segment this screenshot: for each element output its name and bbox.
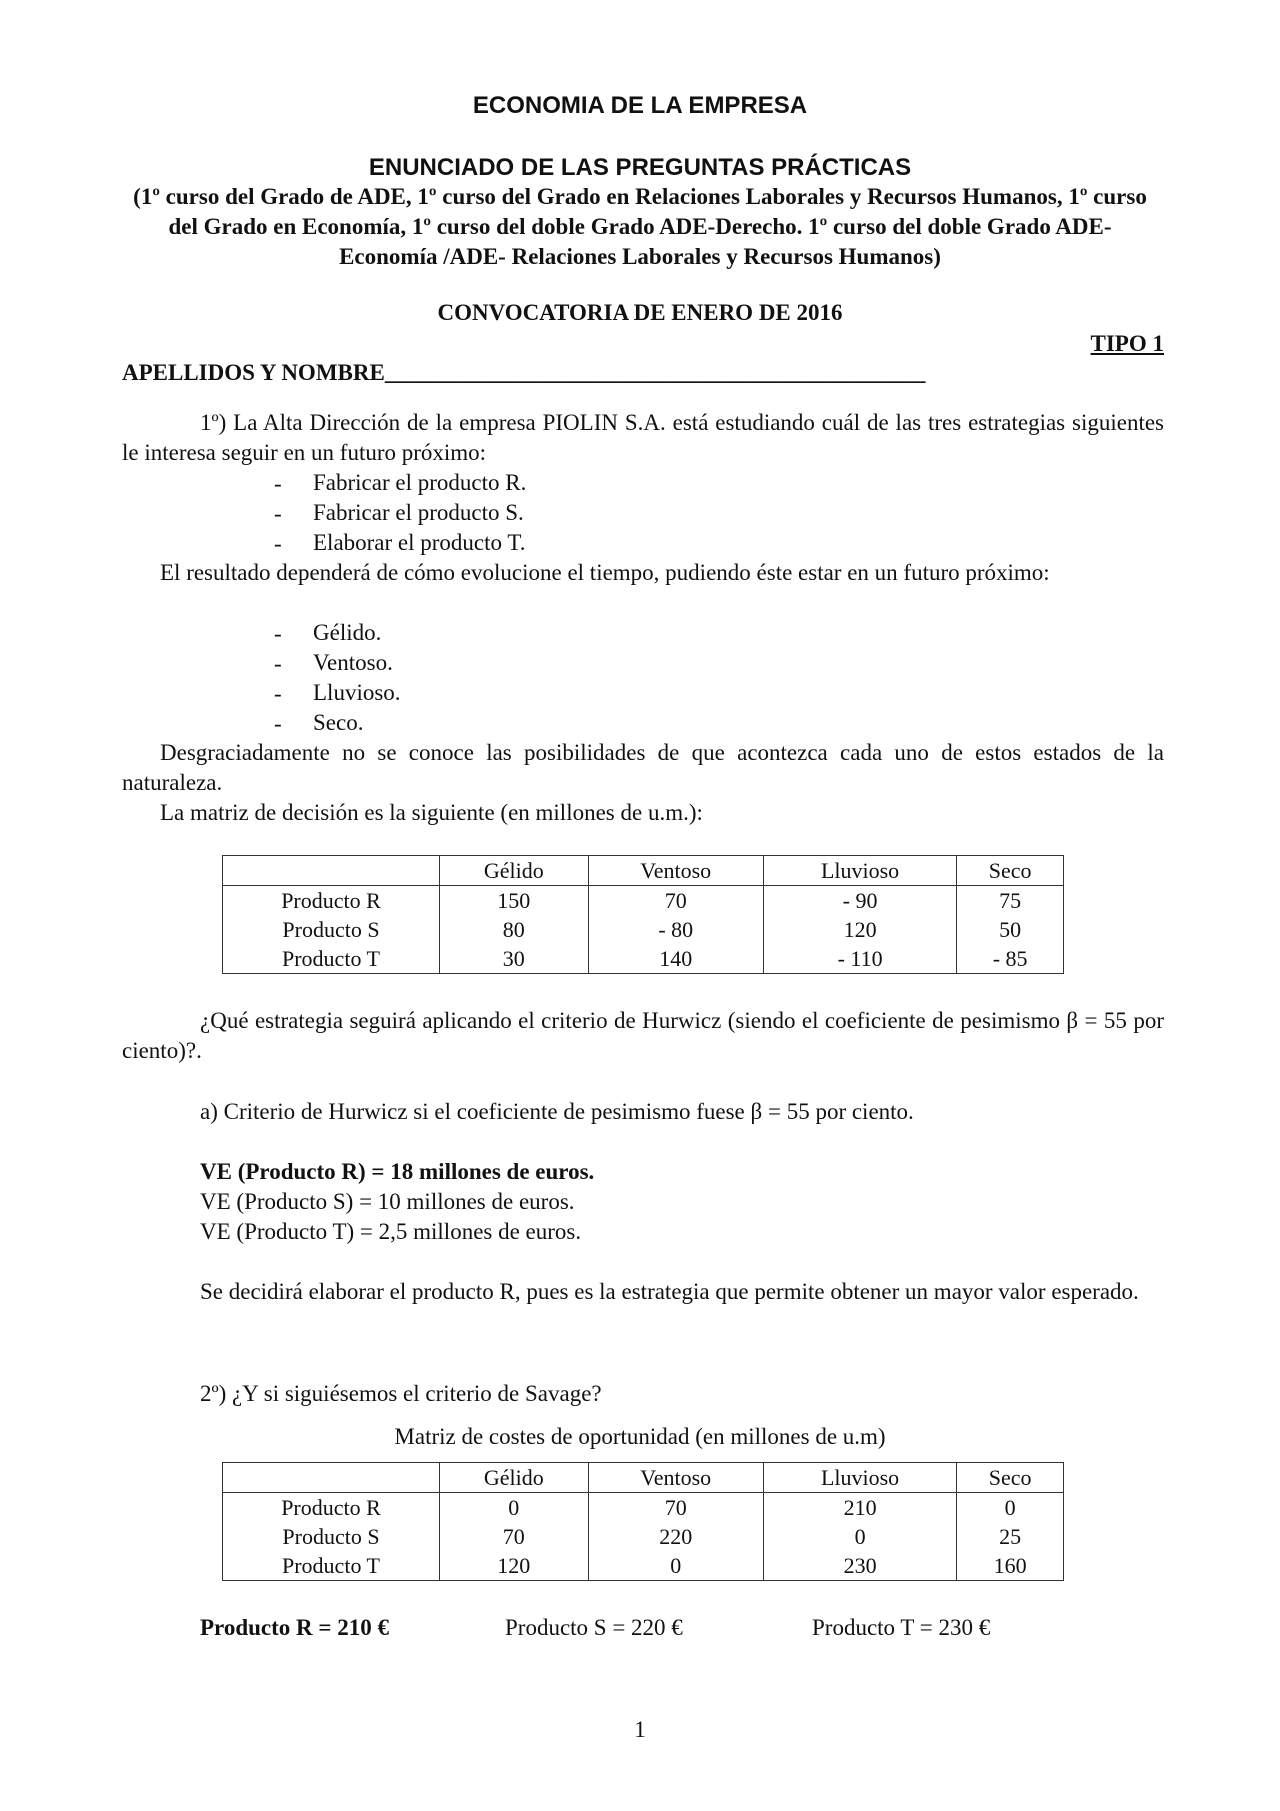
table-cell: 75 xyxy=(957,886,1064,916)
column-header: Gélido xyxy=(440,1463,589,1493)
matrix-header-row xyxy=(223,1463,1064,1493)
savage-result-t: Producto T = 230 € xyxy=(812,1615,991,1640)
column-header: Ventoso xyxy=(588,1463,763,1493)
ve-result: VE (Producto S) = 10 millones de euros. xyxy=(200,1189,575,1214)
matrix-corner-cell xyxy=(223,1463,440,1493)
strategy-item: Fabricar el producto S. xyxy=(313,500,524,525)
table-cell: 220 xyxy=(588,1522,763,1551)
column-header: Lluvioso xyxy=(763,1463,956,1493)
row-label: Producto S xyxy=(223,1522,440,1551)
table-row xyxy=(223,1551,1064,1581)
page-number: 1 xyxy=(634,1717,646,1742)
row-label: Producto R xyxy=(223,886,440,916)
table-cell: - 85 xyxy=(957,944,1064,974)
table-cell: 210 xyxy=(763,1493,956,1523)
table-cell: 230 xyxy=(763,1551,956,1581)
q1-answer-a: a) Criterio de Hurwicz si el coeficiente de pesimismo fuese β = 55 por ciento. xyxy=(200,1099,914,1124)
q1-question: ¿Qué estrategia seguirá aplicando el criterio de Hurwicz (siendo el coeficiente de pesimismo β = 55 por ciento)?. xyxy=(122,1008,1164,1063)
q1-matrix-text: La matriz de decisión es la siguiente (en millones de u.m.): xyxy=(160,800,703,825)
savage-result-r: Producto R = 210 € xyxy=(200,1615,390,1640)
list-dash: - xyxy=(274,711,282,736)
table-cell: 80 xyxy=(440,915,589,944)
table-cell: 150 xyxy=(440,886,589,916)
document-subtitle: ENUNCIADO DE LAS PREGUNTAS PRÁCTICAS xyxy=(368,154,912,181)
row-label: Producto R xyxy=(223,1493,440,1523)
savage-result-s: Producto S = 220 € xyxy=(505,1615,683,1640)
matrix-corner-cell xyxy=(223,856,440,886)
name-field-line: APELLIDOS Y NOMBRE_______________________________________________ xyxy=(122,360,926,385)
list-dash: - xyxy=(274,681,282,706)
row-label: Producto T xyxy=(223,944,440,974)
table-cell: 70 xyxy=(440,1522,589,1551)
column-header: Ventoso xyxy=(588,856,763,886)
strategy-item: Elaborar el producto T. xyxy=(313,530,526,555)
q1-conclusion: Se decidirá elaborar el producto R, pues es la estrategia que permite obtener un mayor valor esperado. xyxy=(200,1279,1139,1304)
column-header: Lluvioso xyxy=(763,856,956,886)
table-cell: 70 xyxy=(588,886,763,916)
q2-question: 2º) ¿Y si siguiésemos el criterio de Savage? xyxy=(200,1381,602,1406)
list-dash: - xyxy=(274,621,282,646)
row-label: Producto S xyxy=(223,915,440,944)
ve-result: VE (Producto T) = 2,5 millones de euros. xyxy=(200,1219,582,1244)
table-cell: - 90 xyxy=(763,886,956,916)
table-row xyxy=(223,915,1064,944)
q2-matrix-title: Matriz de costes de oportunidad (en millones de u.m) xyxy=(394,1424,886,1449)
q1-unknown-text: Desgraciadamente no se conoce las posibilidades de que acontezca cada uno de estos estados de la naturaleza. xyxy=(122,740,1164,795)
state-item: Gélido. xyxy=(313,620,382,645)
row-label: Producto T xyxy=(223,1551,440,1581)
table-cell: 50 xyxy=(957,915,1064,944)
table-cell: 70 xyxy=(588,1493,763,1523)
table-cell: 0 xyxy=(957,1493,1064,1523)
q1-intro: 1º) La Alta Dirección de la empresa PIOLIN S.A. está estudiando cuál de las tres estrategias siguientes le interesa seguir en un futuro próximo: xyxy=(122,410,1164,465)
table-row xyxy=(223,1493,1064,1523)
table-cell: 120 xyxy=(440,1551,589,1581)
exam-type: TIPO 1 xyxy=(1090,331,1164,356)
table-row xyxy=(223,944,1064,974)
table-cell: - 110 xyxy=(763,944,956,974)
table-row xyxy=(223,1522,1064,1551)
list-dash: - xyxy=(274,651,282,676)
table-cell: - 80 xyxy=(588,915,763,944)
table-row xyxy=(223,886,1064,916)
column-header: Seco xyxy=(957,1463,1064,1493)
state-item: Seco. xyxy=(313,710,364,735)
list-dash: - xyxy=(274,501,282,526)
column-header: Gélido xyxy=(440,856,589,886)
column-header: Seco xyxy=(957,856,1064,886)
table-cell: 140 xyxy=(588,944,763,974)
table-cell: 0 xyxy=(440,1493,589,1523)
table-cell: 160 xyxy=(957,1551,1064,1581)
strategy-item: Fabricar el producto R. xyxy=(313,470,527,495)
list-dash: - xyxy=(274,471,282,496)
table-cell: 30 xyxy=(440,944,589,974)
state-item: Ventoso. xyxy=(313,650,393,675)
convocatoria-heading: CONVOCATORIA DE ENERO DE 2016 xyxy=(437,300,843,325)
state-item: Lluvioso. xyxy=(313,680,401,705)
ve-result-highlight: VE (Producto R) = 18 millones de euros. xyxy=(200,1159,595,1184)
table-cell: 25 xyxy=(957,1522,1064,1551)
opportunity-cost-matrix xyxy=(222,1462,1064,1581)
list-dash: - xyxy=(274,531,282,556)
courses-note: (1º curso del Grado de ADE, 1º curso del Grado en Relaciones Laborales y Recursos Humanos, 1º curso del Grado en Economía, 1º curso del doble Grado ADE-Derecho. 1º curso del doble Grado ADE-Economía /ADE- Relaciones Laborales y Recursos Humanos) xyxy=(133,184,1147,269)
decision-matrix xyxy=(222,855,1064,974)
matrix-header-row xyxy=(223,856,1064,886)
table-cell: 120 xyxy=(763,915,956,944)
q1-result-text: El resultado dependerá de cómo evolucione el tiempo, pudiendo éste estar en un futuro próximo: xyxy=(160,560,1050,585)
table-cell: 0 xyxy=(763,1522,956,1551)
table-cell: 0 xyxy=(588,1551,763,1581)
document-title: ECONOMIA DE LA EMPRESA xyxy=(472,92,808,119)
